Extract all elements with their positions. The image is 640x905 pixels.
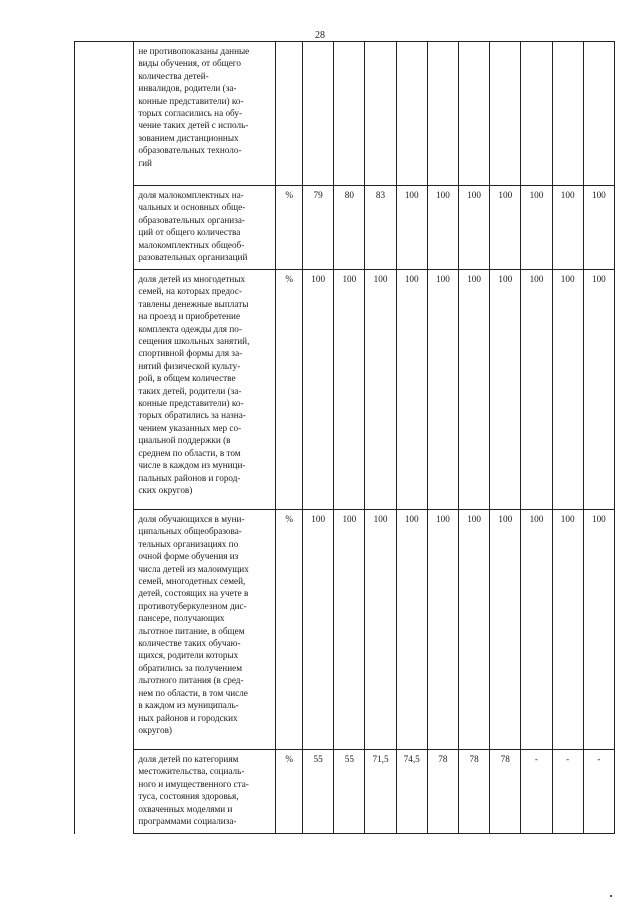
unit-cell: % xyxy=(276,186,303,270)
value-cell xyxy=(583,42,614,186)
table-row xyxy=(75,510,615,750)
value-cell: 100 xyxy=(490,186,521,270)
description-line: льготного питания (в сред- xyxy=(138,675,244,686)
indicator-description xyxy=(134,510,276,750)
description-line: льготное питание, в общем xyxy=(138,625,245,636)
description-line: малокомплектных общеоб- xyxy=(138,239,245,250)
description-line: доля малокомплектных на- xyxy=(138,190,244,200)
value-cell: 55 xyxy=(303,750,334,834)
value-cell xyxy=(334,42,365,186)
description-line: семей, на которых предос- xyxy=(138,286,242,297)
description-line: чение таких детей с исполь- xyxy=(138,120,249,131)
value-cell: 100 xyxy=(552,270,583,510)
table-row xyxy=(75,42,615,186)
description-line: в каждом из муниципаль- xyxy=(138,700,239,711)
value-cell: 100 xyxy=(427,510,458,750)
description-line: ципальных общеобразова- xyxy=(138,526,242,537)
indicator-description xyxy=(134,42,276,186)
table-row xyxy=(75,750,615,834)
blank-cell xyxy=(75,42,134,834)
description-line: пансере, получающих xyxy=(138,613,225,624)
description-line: циальной поддержки (в xyxy=(138,435,231,446)
description-line: пальных районов и город- xyxy=(138,472,241,483)
unit-cell: % xyxy=(276,750,303,834)
value-cell xyxy=(427,42,458,186)
value-cell: 100 xyxy=(427,270,458,510)
value-cell xyxy=(365,42,396,186)
value-cell: 79 xyxy=(303,186,334,270)
description-line: гий xyxy=(138,157,152,168)
description-line: местожительства, социаль- xyxy=(138,766,245,777)
indicator-description xyxy=(134,186,276,270)
description-line: количестве таких обучаю- xyxy=(138,638,241,649)
value-cell: 100 xyxy=(583,270,614,510)
description-line: комплекта одежды для по- xyxy=(138,323,242,334)
description-line: нем по области, в том числе xyxy=(138,687,248,698)
description-line: образовательных организа- xyxy=(138,214,245,225)
value-cell xyxy=(303,42,334,186)
description-line: среднем по области, в том xyxy=(138,447,241,458)
value-cell: 100 xyxy=(396,270,427,510)
indicators-table xyxy=(74,41,615,834)
value-cell: 100 xyxy=(458,186,489,270)
description-line: виды обучения, от общего xyxy=(138,58,241,69)
value-cell: 100 xyxy=(583,186,614,270)
description-line: числе в каждом из муници- xyxy=(138,460,246,471)
description-line: спортивной формы для за- xyxy=(138,348,243,359)
value-cell: 71,5 xyxy=(365,750,396,834)
description-line: сещения школьных занятий, xyxy=(138,336,250,347)
value-cell: 100 xyxy=(583,510,614,750)
description-line: программами социализа- xyxy=(138,816,237,827)
description-line: доля детей по категориям xyxy=(138,754,239,764)
description-line: зованием дистанционных xyxy=(138,132,239,143)
value-cell: 78 xyxy=(490,750,521,834)
value-cell: 100 xyxy=(365,270,396,510)
indicator-description xyxy=(134,750,276,834)
description-line: на проезд и приобретение xyxy=(138,311,241,322)
value-cell: 80 xyxy=(334,186,365,270)
description-line: чальных и основных обще- xyxy=(138,202,246,213)
value-cell: 100 xyxy=(303,270,334,510)
value-cell: 100 xyxy=(396,186,427,270)
description-line: тельных организациях по xyxy=(138,538,239,549)
description-line: разовательных организаций xyxy=(138,252,248,263)
table-row xyxy=(75,186,615,270)
value-cell: 100 xyxy=(521,510,552,750)
value-cell: 83 xyxy=(365,186,396,270)
description-line: доля обучающихся в муни- xyxy=(138,514,245,524)
value-cell xyxy=(458,42,489,186)
description-line: семей, многодетных семей, xyxy=(138,576,246,587)
description-line: торых обратились за назна- xyxy=(138,410,246,421)
value-cell: 100 xyxy=(521,186,552,270)
value-cell xyxy=(490,42,521,186)
value-cell xyxy=(396,42,427,186)
unit-cell xyxy=(276,42,303,186)
value-cell: 100 xyxy=(490,510,521,750)
value-cell: 100 xyxy=(552,510,583,750)
value-cell: 100 xyxy=(458,510,489,750)
value-cell: 100 xyxy=(427,186,458,270)
description-line: очной форме обучения из xyxy=(138,551,239,562)
description-line: числа детей из малоимущих xyxy=(138,563,249,574)
description-line: таких детей, родители (за- xyxy=(138,385,242,396)
value-cell: 100 xyxy=(365,510,396,750)
value-cell: - xyxy=(583,750,614,834)
value-cell: - xyxy=(521,750,552,834)
description-line: нятий физической культу- xyxy=(138,360,241,371)
value-cell: 100 xyxy=(396,510,427,750)
value-cell: - xyxy=(552,750,583,834)
value-cell: 100 xyxy=(303,510,334,750)
value-cell xyxy=(521,42,552,186)
value-cell: 100 xyxy=(490,270,521,510)
description-line: округов) xyxy=(138,724,172,735)
description-line: ного и имущественного ста- xyxy=(138,778,249,789)
description-line: противотуберкулезном дис- xyxy=(138,600,247,611)
value-cell: 100 xyxy=(334,510,365,750)
description-line: образовательных техноло- xyxy=(138,145,242,156)
description-line: тавлены денежные выплаты xyxy=(138,298,249,309)
value-cell: 100 xyxy=(552,186,583,270)
page-number: 28 xyxy=(315,30,325,41)
value-cell xyxy=(552,42,583,186)
description-line: конные представители) ко- xyxy=(138,398,244,409)
value-cell: 74,5 xyxy=(396,750,427,834)
unit-cell: % xyxy=(276,270,303,510)
description-line: щихся, родители которых xyxy=(138,650,239,661)
value-cell: 78 xyxy=(458,750,489,834)
description-line: ных районов и городских xyxy=(138,712,238,723)
description-line: не противопоказаны данные xyxy=(138,46,250,56)
description-line: конные представители) ко- xyxy=(138,95,244,106)
description-line: доля детей из многодетных xyxy=(138,274,246,284)
value-cell: 100 xyxy=(334,270,365,510)
value-cell: 55 xyxy=(334,750,365,834)
description-line: обратились за получением xyxy=(138,662,243,673)
description-line: инвалидов, родители (за- xyxy=(138,83,237,94)
value-cell: 100 xyxy=(458,270,489,510)
description-line: туса, состояния здоровья, xyxy=(138,791,239,802)
description-line: торых согласились на обу- xyxy=(138,108,243,119)
value-cell: 78 xyxy=(427,750,458,834)
unit-cell: % xyxy=(276,510,303,750)
description-line: рой, в общем количестве xyxy=(138,373,236,384)
description-line: количества детей- xyxy=(138,70,209,81)
description-line: ций от общего количества xyxy=(138,227,241,238)
description-line: охваченных моделями и xyxy=(138,803,233,814)
description-line: ских округов) xyxy=(138,484,193,495)
value-cell: 100 xyxy=(521,270,552,510)
description-line: чением указанных мер со- xyxy=(138,422,242,433)
description-line: детей, состоящих на учете в xyxy=(138,588,249,599)
indicator-description xyxy=(134,270,276,510)
table-row xyxy=(75,270,615,510)
scan-speck xyxy=(610,895,612,897)
